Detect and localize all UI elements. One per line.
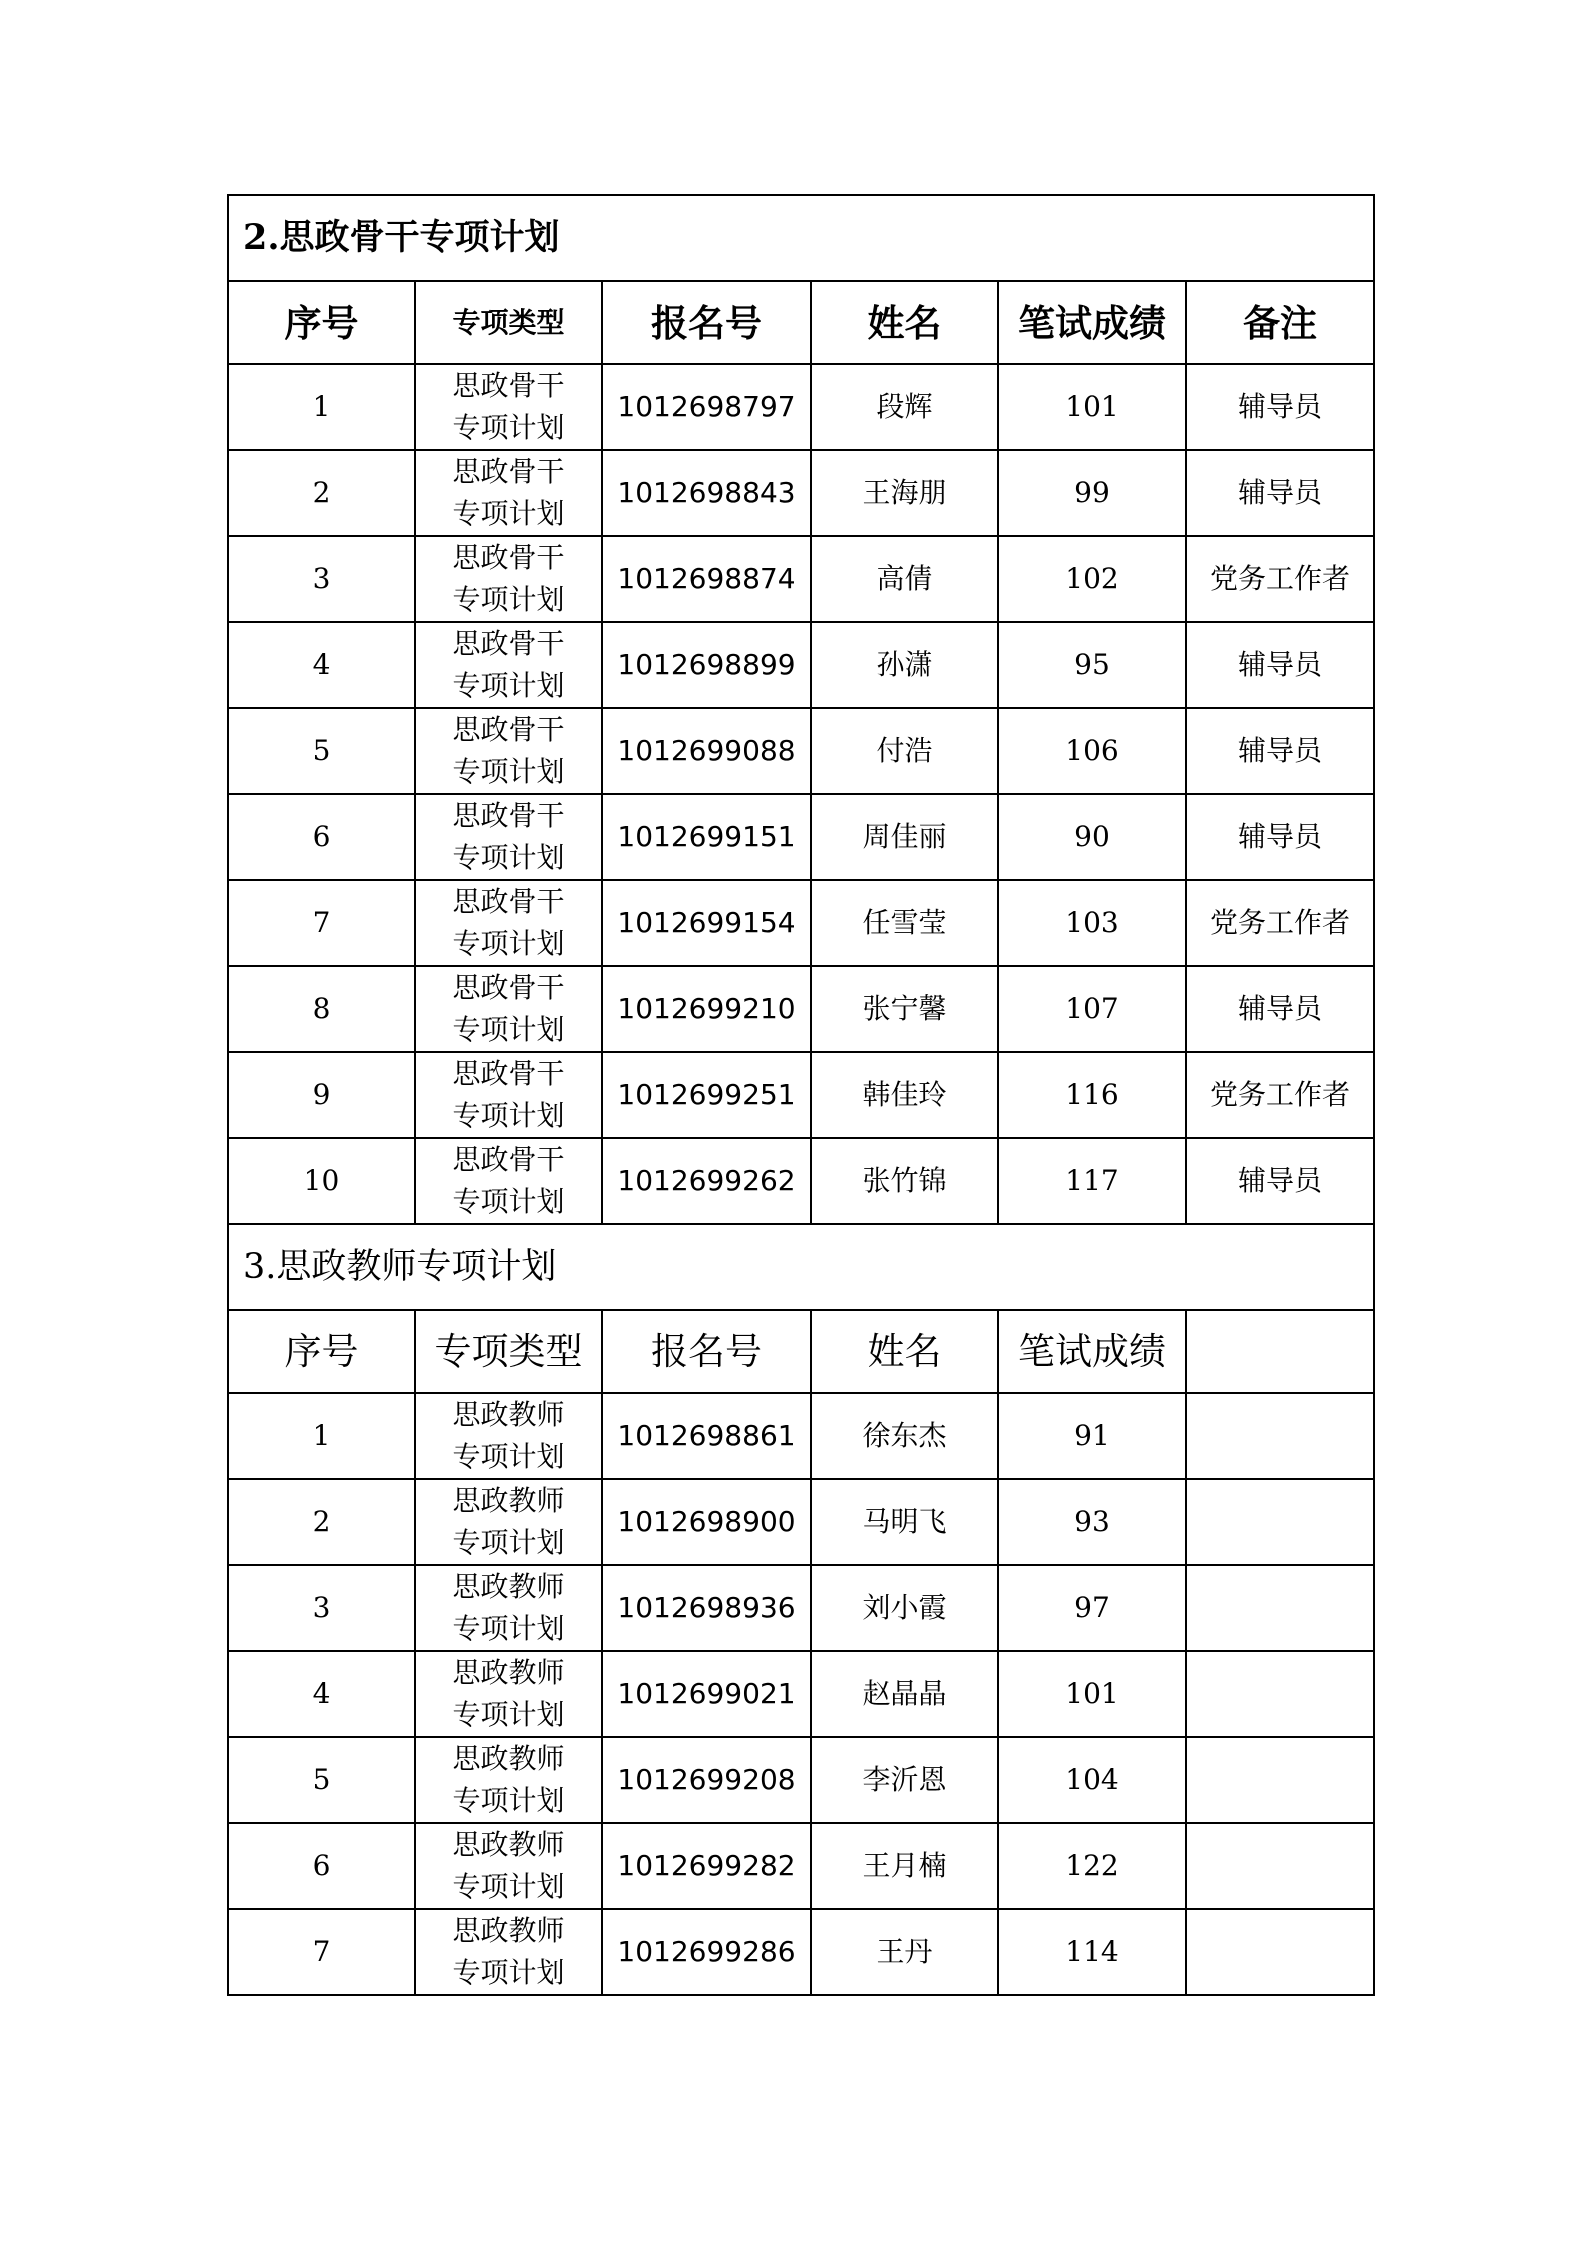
cell-type-line1: 思政教师: [452, 1398, 565, 1431]
header-reg: 报名号: [602, 1310, 811, 1393]
cell-note: [1186, 1565, 1374, 1651]
header-type: 专项类型: [415, 281, 602, 364]
cell-score: 114: [998, 1909, 1186, 1995]
section-title: 2.思政骨干专项计划: [228, 195, 1374, 281]
table-row: [228, 1565, 1374, 1651]
table-row: [228, 1138, 1374, 1224]
cell-type-line2: 专项计划: [452, 1870, 565, 1903]
cell-type: [415, 1565, 602, 1651]
cell-score: 90: [998, 794, 1186, 880]
cell-type-line2: 专项计划: [452, 411, 565, 444]
cell-type-line2: 专项计划: [452, 1698, 565, 1731]
cell-seq: 5: [228, 1737, 415, 1823]
cell-note: 辅导员: [1186, 1138, 1374, 1224]
cell-seq: 1: [228, 364, 415, 450]
cell-type-line2: 专项计划: [452, 841, 565, 874]
cell-type: [415, 1393, 602, 1479]
cell-name: 赵晶晶: [811, 1651, 998, 1737]
cell-score: 101: [998, 364, 1186, 450]
cell-seq: 5: [228, 708, 415, 794]
cell-type-line1: 思政教师: [452, 1656, 565, 1689]
cell-score: 116: [998, 1052, 1186, 1138]
section-title-row: [228, 195, 1374, 281]
cell-reg: 1012699251: [602, 1052, 811, 1138]
header-note: [1186, 1310, 1374, 1393]
cell-type-line2: 专项计划: [452, 497, 565, 530]
cell-seq: 2: [228, 450, 415, 536]
cell-type-line1: 思政骨干: [452, 1057, 565, 1090]
cell-type-line1: 思政教师: [452, 1914, 565, 1947]
cell-note: [1186, 1651, 1374, 1737]
cell-reg: 1012698874: [602, 536, 811, 622]
table-row: [228, 966, 1374, 1052]
cell-type-line2: 专项计划: [452, 1440, 565, 1473]
cell-type: [415, 536, 602, 622]
cell-score: 104: [998, 1737, 1186, 1823]
section-title: 3.思政教师专项计划: [228, 1224, 1374, 1310]
cell-type-line1: 思政骨干: [452, 971, 565, 1004]
cell-note: 辅导员: [1186, 364, 1374, 450]
cell-type-line1: 思政骨干: [452, 541, 565, 574]
cell-seq: 6: [228, 794, 415, 880]
cell-seq: 3: [228, 536, 415, 622]
cell-type-line1: 思政骨干: [452, 627, 565, 660]
cell-name: 付浩: [811, 708, 998, 794]
cell-note: 辅导员: [1186, 450, 1374, 536]
cell-reg: 1012699151: [602, 794, 811, 880]
cell-type-line1: 思政骨干: [452, 799, 565, 832]
cell-type-line1: 思政骨干: [452, 713, 565, 746]
cell-score: 93: [998, 1479, 1186, 1565]
cell-score: 102: [998, 536, 1186, 622]
cell-type-line2: 专项计划: [452, 1612, 565, 1645]
cell-note: 党务工作者: [1186, 880, 1374, 966]
cell-name: 任雪莹: [811, 880, 998, 966]
cell-reg: 1012699262: [602, 1138, 811, 1224]
cell-note: 辅导员: [1186, 966, 1374, 1052]
cell-type-line1: 思政骨干: [452, 885, 565, 918]
cell-name: 王丹: [811, 1909, 998, 1995]
table-row: [228, 1737, 1374, 1823]
cell-type-line1: 思政骨干: [452, 455, 565, 488]
cell-score: 107: [998, 966, 1186, 1052]
cell-type-line2: 专项计划: [452, 669, 565, 702]
cell-note: 党务工作者: [1186, 536, 1374, 622]
cell-note: 党务工作者: [1186, 1052, 1374, 1138]
cell-seq: 8: [228, 966, 415, 1052]
cell-seq: 9: [228, 1052, 415, 1138]
table-row: [228, 1909, 1374, 1995]
cell-type-line2: 专项计划: [452, 755, 565, 788]
cell-name: 张宁馨: [811, 966, 998, 1052]
cell-type-line2: 专项计划: [452, 1013, 565, 1046]
table-row: [228, 708, 1374, 794]
cell-type-line2: 专项计划: [452, 1956, 565, 1989]
cell-name: 周佳丽: [811, 794, 998, 880]
cell-score: 106: [998, 708, 1186, 794]
header-score: 笔试成绩: [998, 281, 1186, 364]
cell-type: [415, 1737, 602, 1823]
table-row: [228, 794, 1374, 880]
cell-score: 117: [998, 1138, 1186, 1224]
cell-score: 122: [998, 1823, 1186, 1909]
cell-type: [415, 1052, 602, 1138]
cell-type-line1: 思政教师: [452, 1828, 565, 1861]
cell-name: 孙潇: [811, 622, 998, 708]
header-note: 备注: [1186, 281, 1374, 364]
cell-score: 103: [998, 880, 1186, 966]
cell-type: [415, 622, 602, 708]
cell-type: [415, 364, 602, 450]
table-header-row: [228, 281, 1374, 364]
cell-reg: 1012698843: [602, 450, 811, 536]
cell-type: [415, 708, 602, 794]
table-row: [228, 536, 1374, 622]
cell-name: 刘小霞: [811, 1565, 998, 1651]
cell-type-line2: 专项计划: [452, 1099, 565, 1132]
cell-seq: 4: [228, 1651, 415, 1737]
cell-type-line2: 专项计划: [452, 1526, 565, 1559]
cell-type-line2: 专项计划: [452, 1185, 565, 1218]
table-row: [228, 1823, 1374, 1909]
header-reg: 报名号: [602, 281, 811, 364]
cell-reg: 1012699286: [602, 1909, 811, 1995]
cell-type: [415, 1909, 602, 1995]
cell-note: [1186, 1823, 1374, 1909]
cell-score: 95: [998, 622, 1186, 708]
cell-note: [1186, 1909, 1374, 1995]
cell-score: 99: [998, 450, 1186, 536]
cell-seq: 7: [228, 1909, 415, 1995]
table-row: [228, 1479, 1374, 1565]
cell-type-line1: 思政骨干: [452, 369, 565, 402]
table-row: [228, 364, 1374, 450]
cell-type: [415, 1823, 602, 1909]
cell-note: [1186, 1479, 1374, 1565]
cell-note: [1186, 1737, 1374, 1823]
cell-type-line1: 思政教师: [452, 1570, 565, 1603]
cell-name: 张竹锦: [811, 1138, 998, 1224]
cell-type: [415, 1479, 602, 1565]
header-score: 笔试成绩: [998, 1310, 1186, 1393]
table-header-row: [228, 1310, 1374, 1393]
cell-reg: 1012698899: [602, 622, 811, 708]
table-row: [228, 1651, 1374, 1737]
cell-type: [415, 450, 602, 536]
header-name: 姓名: [811, 281, 998, 364]
cell-note: 辅导员: [1186, 622, 1374, 708]
cell-name: 王月楠: [811, 1823, 998, 1909]
cell-reg: 1012698861: [602, 1393, 811, 1479]
cell-name: 王海朋: [811, 450, 998, 536]
cell-type-line1: 思政骨干: [452, 1143, 565, 1176]
table-row: [228, 1393, 1374, 1479]
cell-reg: 1012699021: [602, 1651, 811, 1737]
cell-seq: 7: [228, 880, 415, 966]
cell-type-line2: 专项计划: [452, 583, 565, 616]
cell-seq: 4: [228, 622, 415, 708]
cell-type-line2: 专项计划: [452, 1784, 565, 1817]
cell-seq: 1: [228, 1393, 415, 1479]
cell-name: 徐东杰: [811, 1393, 998, 1479]
cell-name: 韩佳玲: [811, 1052, 998, 1138]
cell-type: [415, 1138, 602, 1224]
cell-type: [415, 880, 602, 966]
cell-seq: 2: [228, 1479, 415, 1565]
table-row: [228, 1052, 1374, 1138]
cell-name: 高倩: [811, 536, 998, 622]
table-row: [228, 622, 1374, 708]
cell-seq: 6: [228, 1823, 415, 1909]
cell-score: 91: [998, 1393, 1186, 1479]
cell-reg: 1012699210: [602, 966, 811, 1052]
cell-type-line1: 思政教师: [452, 1484, 565, 1517]
cell-note: 辅导员: [1186, 794, 1374, 880]
cell-reg: 1012698936: [602, 1565, 811, 1651]
cell-type: [415, 1651, 602, 1737]
header-seq: 序号: [228, 1310, 415, 1393]
cell-type-line1: 思政教师: [452, 1742, 565, 1775]
cell-note: [1186, 1393, 1374, 1479]
cell-seq: 3: [228, 1565, 415, 1651]
results-table: [227, 194, 1375, 1996]
cell-type: [415, 794, 602, 880]
cell-name: 李沂恩: [811, 1737, 998, 1823]
header-type: 专项类型: [415, 1310, 602, 1393]
cell-reg: 1012699088: [602, 708, 811, 794]
table-row: [228, 880, 1374, 966]
cell-seq: 10: [228, 1138, 415, 1224]
cell-reg: 1012698900: [602, 1479, 811, 1565]
cell-reg: 1012698797: [602, 364, 811, 450]
cell-note: 辅导员: [1186, 708, 1374, 794]
header-name: 姓名: [811, 1310, 998, 1393]
cell-reg: 1012699282: [602, 1823, 811, 1909]
cell-score: 101: [998, 1651, 1186, 1737]
cell-name: 段辉: [811, 364, 998, 450]
cell-name: 马明飞: [811, 1479, 998, 1565]
table-row: [228, 450, 1374, 536]
cell-reg: 1012699154: [602, 880, 811, 966]
header-seq: 序号: [228, 281, 415, 364]
section-title-row: [228, 1224, 1374, 1310]
cell-type: [415, 966, 602, 1052]
cell-score: 97: [998, 1565, 1186, 1651]
cell-type-line2: 专项计划: [452, 927, 565, 960]
cell-reg: 1012699208: [602, 1737, 811, 1823]
